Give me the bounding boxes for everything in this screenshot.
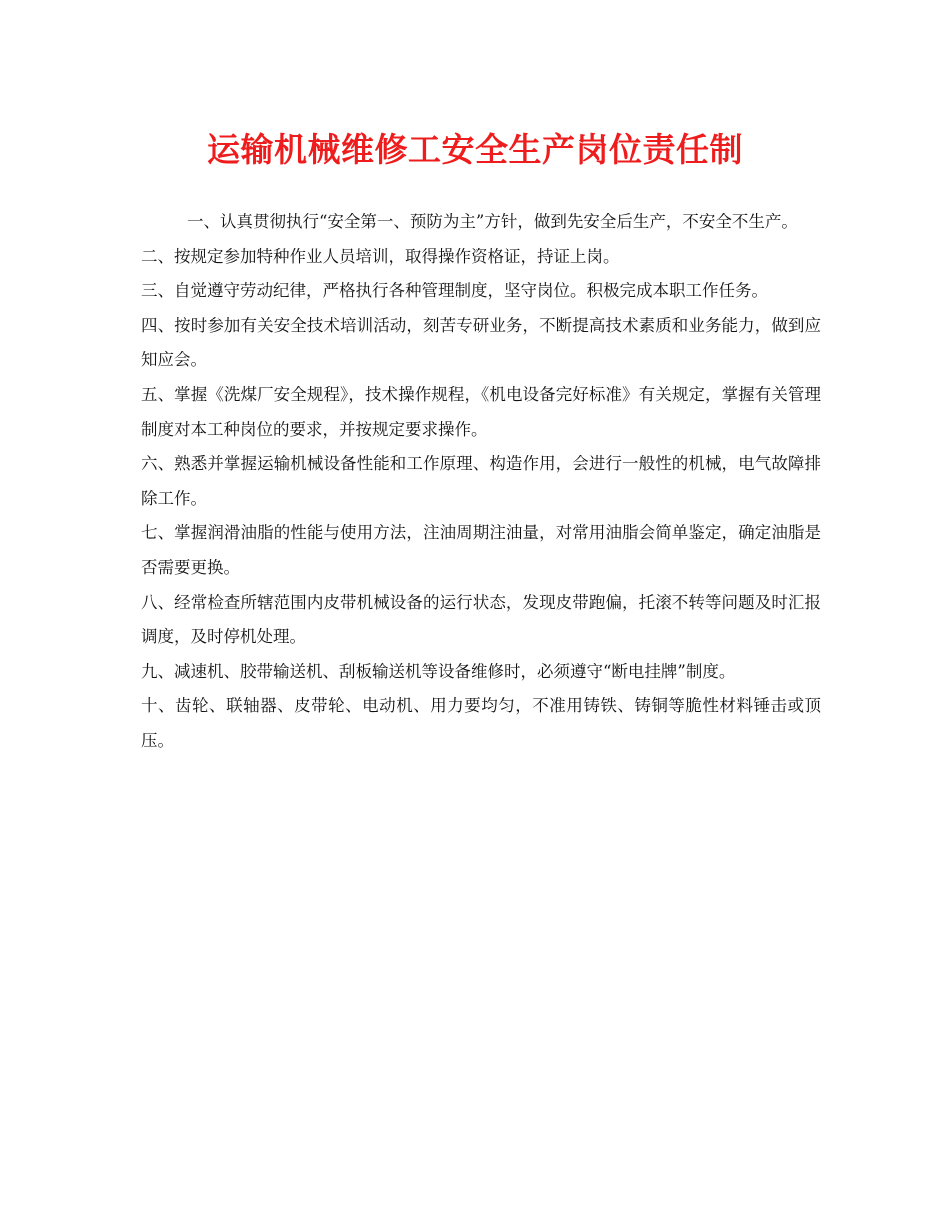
clause-1: 一、认真贯彻执行“安全第一、预防为主”方针，做到先安全后生产，不安全不生产。 <box>187 212 798 231</box>
clause-5: 五、掌握《洗煤厂安全规程》，技术操作规程，《机电设备完好标准》有关规定，掌握有关管理制度对本工种岗位的要求，并按规定要求操作。 <box>141 384 821 439</box>
clause-9: 九、减速机、胶带输送机、刮板输送机等设备维修时，必须遵守“断电挂牌”制度。 <box>141 661 736 681</box>
document-title: 运输机械维修工安全生产岗位责任制 <box>207 130 743 169</box>
clause-3: 三、自觉遵守劳动纪律，严格执行各种管理制度，坚守岗位。积极完成本职工作任务。 <box>141 281 768 301</box>
clause-2: 二、按规定参加特种作业人员培训，取得操作资格证，持证上岗。 <box>141 246 620 266</box>
clause-6: 六、熟悉并掌握运输机械设备性能和工作原理、构造作用，会进行一般性的机械，电气故障排除工作。 <box>141 454 821 508</box>
document-body <box>141 205 821 759</box>
clause-4: 四、按时参加有关安全技术培训活动，刻苦专研业务，不断提高技术素质和业务能力，做到应知应会。 <box>141 315 821 370</box>
clause-10: 十、齿轮、联轴器、皮带轮、电动机、用力要均匀，不准用铸铁、铸铜等脆性材料锤击或顶压。 <box>141 696 821 750</box>
clause-8: 八、经常检查所辖范围内皮带机械设备的运行状态，发现皮带跑偏，托滚不转等问题及时汇报调度，及时停机处理。 <box>141 592 821 647</box>
clause-7: 七、掌握润滑油脂的性能与使用方法，注油周期注油量，对常用油脂会简单鉴定，确定油脂是否需要更换。 <box>141 523 821 577</box>
